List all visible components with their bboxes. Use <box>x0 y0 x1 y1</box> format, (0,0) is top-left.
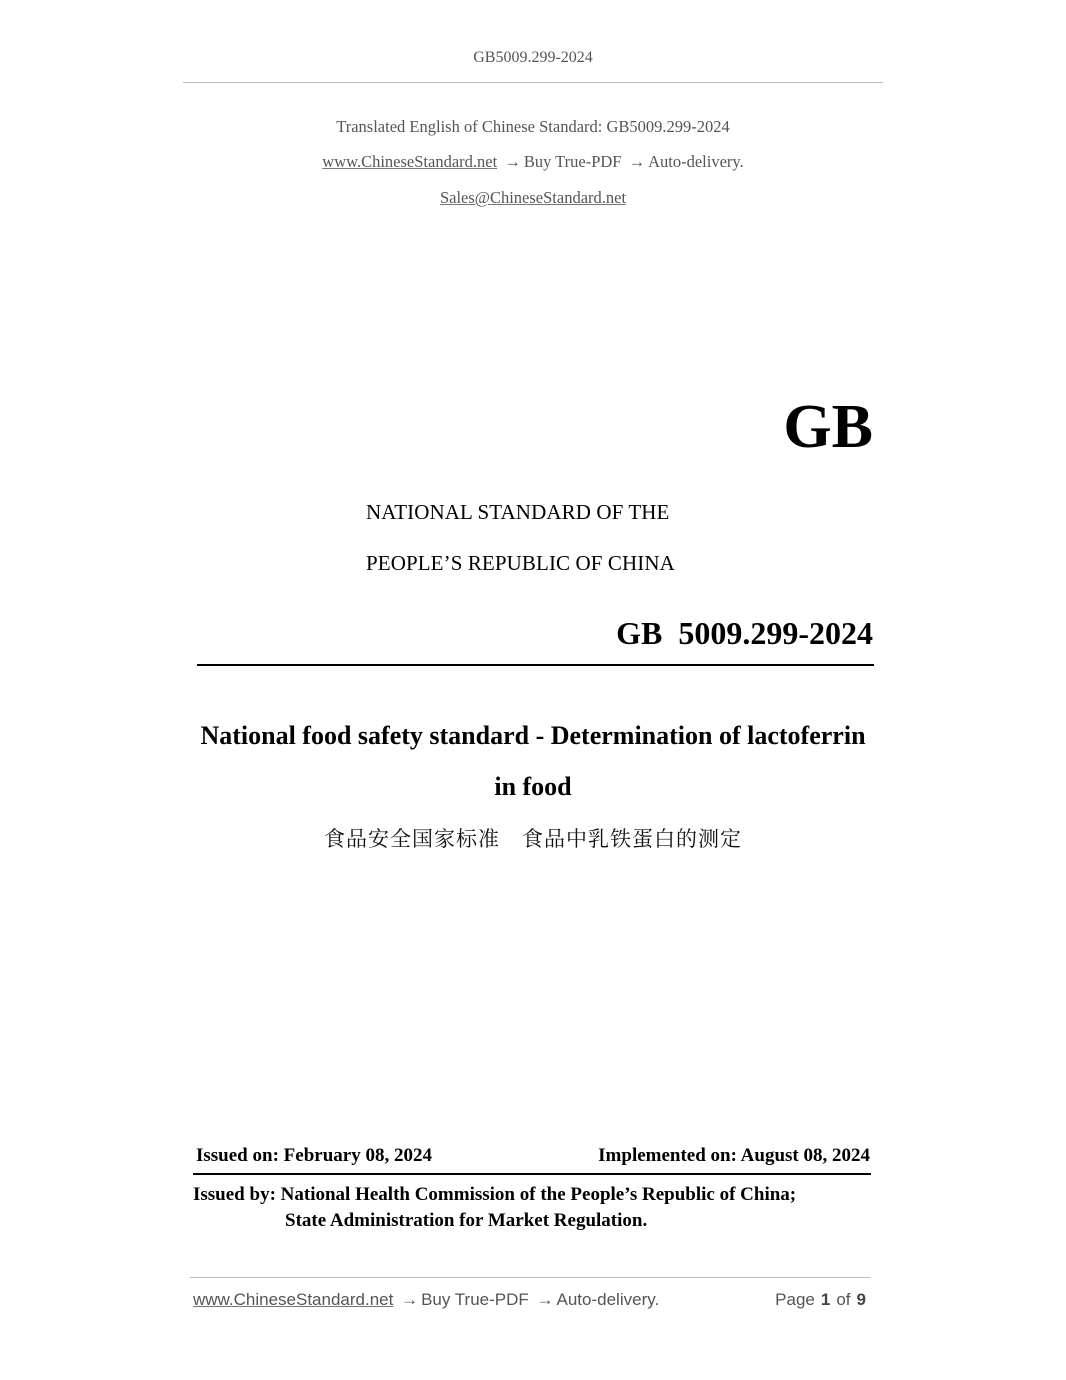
site-link[interactable]: www.ChineseStandard.net <box>322 152 498 171</box>
sales-email-link[interactable]: Sales@ChineseStandard.net <box>439 188 627 207</box>
title-chinese: 食品安全国家标准 食品中乳铁蛋白的测定 <box>324 827 742 851</box>
footer-buy-text: Buy True-PDF <box>421 1290 529 1309</box>
issuer-2: State Administration for Market Regulation. <box>285 1210 648 1231</box>
issuer-1: National Health Commission of the People’s Republic of China; <box>280 1184 797 1205</box>
implemented-on-label: Implemented on: <box>598 1145 737 1166</box>
page-total: 9 <box>856 1290 866 1309</box>
issued-on <box>196 1145 432 1167</box>
issuance-dates <box>196 1145 870 1167</box>
page-current: 1 <box>820 1290 831 1309</box>
page-label: Page <box>775 1290 815 1309</box>
standard-number <box>616 615 873 652</box>
issuance-divider <box>193 1173 871 1175</box>
title-divider <box>197 664 874 666</box>
issued-on-label: Issued on: <box>196 1145 279 1166</box>
page-indicator <box>775 1290 866 1310</box>
arrow-right-icon: → <box>628 152 646 171</box>
implemented-on <box>598 1145 870 1167</box>
running-header: GB5009.299-2024 <box>473 49 593 66</box>
issued-by-line-1 <box>193 1184 796 1206</box>
standard-code: 5009.299-2024 <box>678 615 873 651</box>
arrow-right-icon: → <box>504 152 521 171</box>
arrow-right-icon: → <box>536 1290 554 1309</box>
implemented-on-date: August 08, 2024 <box>740 1145 870 1166</box>
footer-purchase-line <box>193 1290 659 1310</box>
delivery-text: Auto-delivery. <box>648 152 744 171</box>
footer-site-link[interactable]: www.ChineseStandard.net <box>193 1290 394 1309</box>
standard-prefix: GB <box>616 615 663 651</box>
title-english-line-2: in food <box>494 772 572 801</box>
issued-on-date: February 08, 2024 <box>283 1145 432 1166</box>
title-english-line-1: National food safety standard - Determination of lactoferrin <box>200 721 866 750</box>
gb-logo-mark: GB <box>783 393 873 461</box>
purchase-line <box>0 152 1066 172</box>
national-standard-line-2: PEOPLE’S REPUBLIC OF CHINA <box>366 551 675 575</box>
email-line <box>0 188 1066 208</box>
header-divider <box>183 82 883 83</box>
translation-notice: Translated English of Chinese Standard: GB5009.299-2024 <box>336 117 730 136</box>
national-standard-line-1: NATIONAL STANDARD OF THE <box>366 500 670 524</box>
buy-text: Buy True-PDF <box>523 152 622 171</box>
of-label: of <box>836 1290 851 1309</box>
arrow-right-icon: → <box>401 1290 419 1309</box>
issued-by-label: Issued by: <box>193 1184 276 1205</box>
footer-delivery-text: Auto-delivery. <box>556 1290 660 1309</box>
footer-divider <box>190 1277 870 1278</box>
